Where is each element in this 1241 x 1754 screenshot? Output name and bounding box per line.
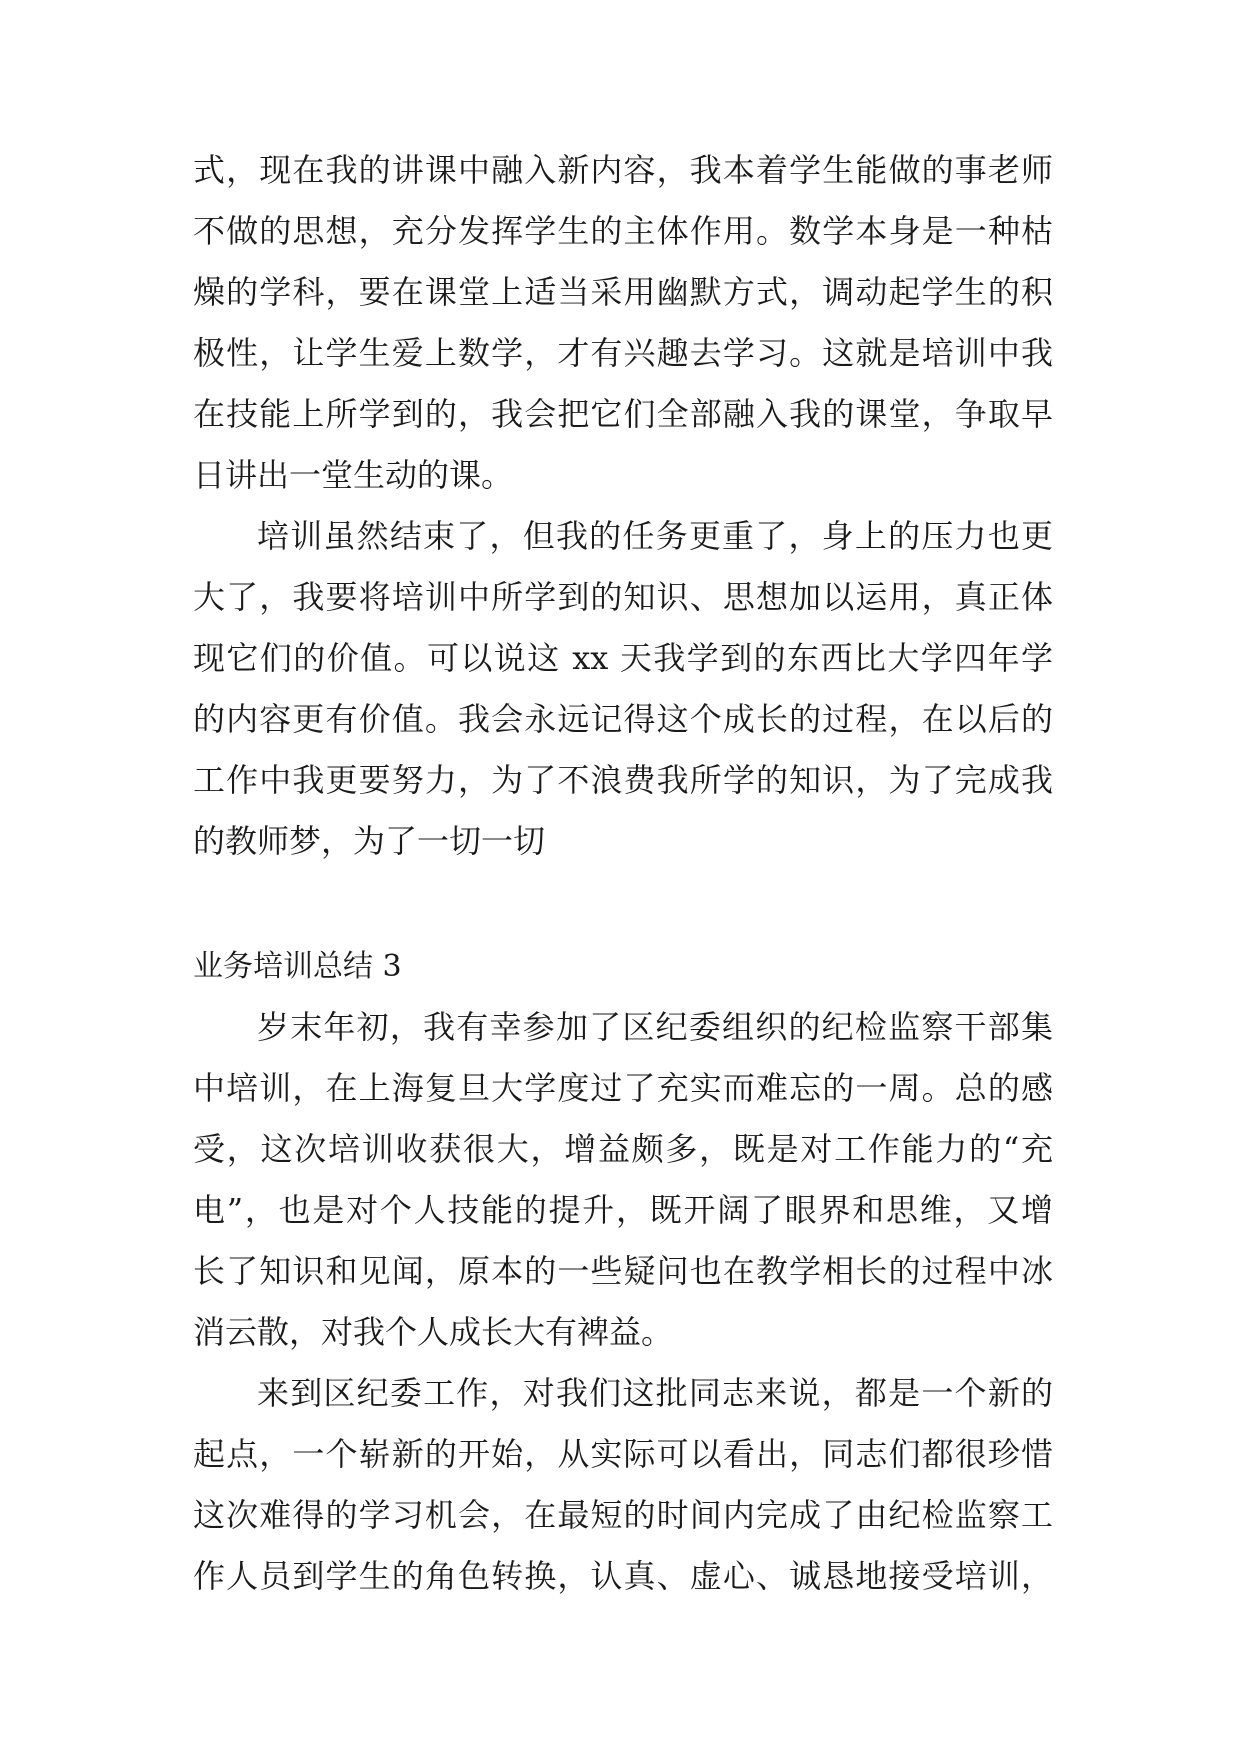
text-line: 消云散，对我个人成长大有裨益。 bbox=[193, 1313, 674, 1351]
text-line: 电”，也是对个人技能的提升，既开阔了眼界和思维，又增 bbox=[193, 1191, 1053, 1229]
text-line: 受，这次培训收获很大，增益颇多，既是对工作能力的“充 bbox=[193, 1130, 1053, 1168]
text-line: 来到区纪委工作，对我们这批同志来说，都是一个新的 bbox=[257, 1374, 1053, 1412]
text-line: 的教师梦，为了一切一切 bbox=[193, 822, 546, 860]
text-line: 岁末年初，我有幸参加了区纪委组织的纪检监察干部集 bbox=[257, 1008, 1053, 1046]
text-line: 的内容更有价值。我会永远记得这个成长的过程，在以后的 bbox=[193, 700, 1053, 738]
paragraph bbox=[193, 506, 1053, 872]
text-line: 工作中我更要努力，为了不浪费我所学的知识，为了完成我 bbox=[193, 761, 1053, 799]
text-line: 作人员到学生的角色转换，认真、虚心、诚恳地接受培训， bbox=[193, 1557, 1053, 1595]
text-line: 起点，一个崭新的开始，从实际可以看出，同志们都很珍惜 bbox=[193, 1435, 1053, 1473]
text-line: 这次难得的学习机会，在最短的时间内完成了由纪检监察工 bbox=[193, 1496, 1053, 1534]
text-line: 在技能上所学到的，我会把它们全部融入我的课堂，争取早 bbox=[193, 395, 1053, 433]
text-line: 式，现在我的讲课中融入新内容，我本着学生能做的事老师 bbox=[193, 151, 1053, 189]
text-line: 中培训，在上海复旦大学度过了充实而难忘的一周。总的感 bbox=[193, 1069, 1053, 1107]
text-line: 不做的思想，充分发挥学生的主体作用。数学本身是一种枯 bbox=[193, 212, 1053, 250]
paragraph bbox=[193, 1363, 1053, 1607]
text-line: 极性，让学生爱上数学，才有兴趣去学习。这就是培训中我 bbox=[193, 334, 1053, 372]
section-heading: 业务培训总结 3 bbox=[193, 949, 402, 984]
text-line: 长了知识和见闻，原本的一些疑问也在教学相长的过程中冰 bbox=[193, 1252, 1053, 1290]
paragraph bbox=[193, 140, 1053, 506]
text-line: 现它们的价值。可以说这 xx 天我学到的东西比大学四年学 bbox=[193, 639, 1053, 677]
section-gap bbox=[193, 872, 1053, 936]
paragraph bbox=[193, 997, 1053, 1363]
text-line: 日讲出一堂生动的课。 bbox=[193, 456, 514, 494]
text-line: 大了，我要将培训中所学到的知识、思想加以运用，真正体 bbox=[193, 578, 1053, 616]
text-line: 培训虽然结束了，但我的任务更重了，身上的压力也更 bbox=[257, 517, 1053, 555]
document-page bbox=[193, 140, 1053, 1607]
text-line: 燥的学科，要在课堂上适当采用幽默方式，调动起学生的积 bbox=[193, 273, 1053, 311]
